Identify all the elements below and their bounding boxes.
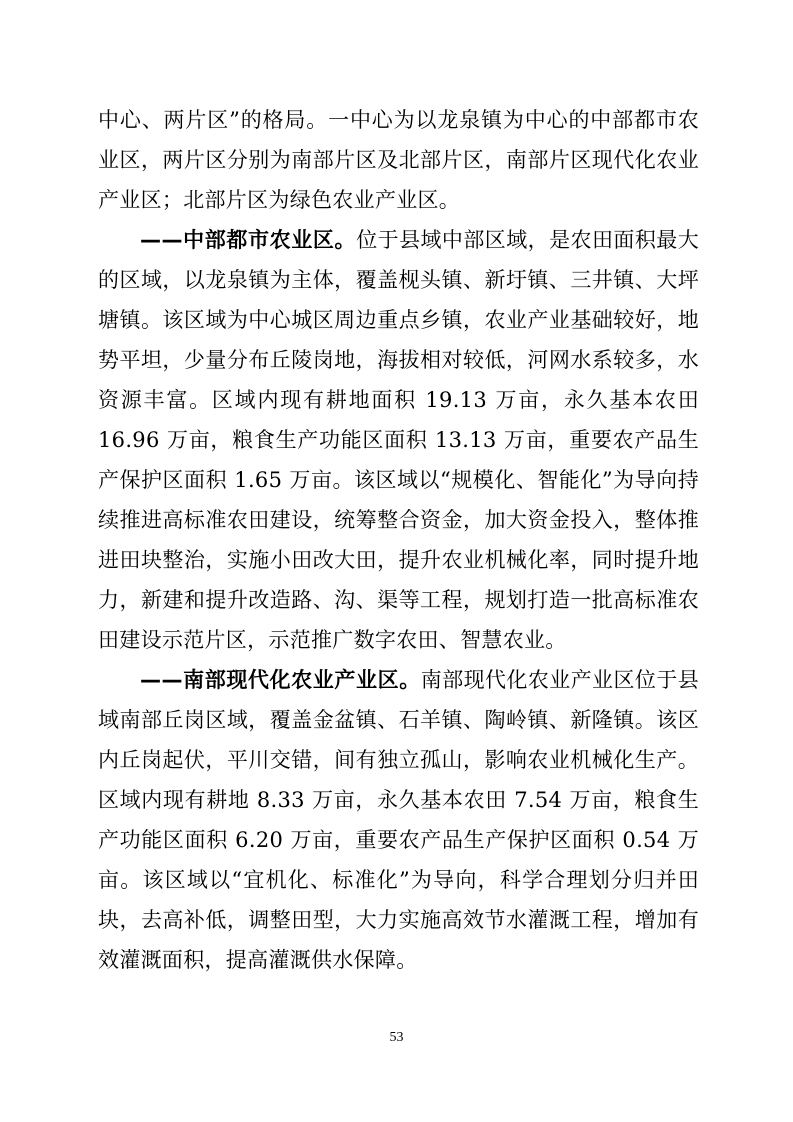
paragraph-southern-modern-agriculture-zone (98, 660, 699, 980)
paragraph-text: 中心、两片区”的格局。一中心为以龙泉镇为中心的中部都市农业区，两片区分别为南部片区及北部片区，南部片区现代化农业产业区；北部片区为绿色农业产业区。 (98, 108, 699, 212)
page-number: 53 (389, 1030, 404, 1045)
paragraph-text: 南部现代化农业产业区位于县域南部丘岗区域，覆盖金盆镇、石羊镇、陶岭镇、新隆镇。该区内丘岗起伏，平川交错，间有独立孤山，影响农业机械化生产。区域内现有耕地 8.33 万亩，永久基本农田 7.54 万亩，粮食生产功能区面积 6.20 万亩，重要农产品生产保护区面积 0.54 万亩。该区域以“宜机化、标准化”为导向，科学合理划分归并田块，去高补低，调整田型，大力实施高效节水灌溉工程，增加有效灌溉面积，提高灌溉供水保障。 (98, 668, 699, 972)
paragraph-layout-overview (98, 100, 699, 220)
paragraph-text: 位于县域中部区域，是农田面积最大的区域，以龙泉镇为主体，覆盖枧头镇、新圩镇、三井镇、大坪塘镇。该区域为中心城区周边重点乡镇，农业产业基础较好，地势平坦，少量分布丘陵岗地，海拔相对较低，河网水系较多，水资源丰富。区域内现有耕地面积 19.13 万亩，永久基本农田 16.96 万亩，粮食生产功能区面积 13.13 万亩，重要农产品生产保护区面积 1.65 万亩。该区域以“规模化、智能化”为导向持续推进高标准农田建设，统筹整合资金，加大资金投入，整体推进田块整治，实施小田改大田，提升农业机械化率，同时提升地力，新建和提升改造路、沟、渠等工程，规划打造一批高标准农田建设示范片区，示范推广数字农田、智慧农业。 (98, 228, 699, 652)
paragraph-lead: ——中部都市农业区。 (140, 228, 357, 252)
paragraph-central-urban-agriculture-zone (98, 220, 699, 660)
document-body (98, 100, 699, 980)
paragraph-lead: ——南部现代化农业产业区。 (140, 668, 421, 692)
